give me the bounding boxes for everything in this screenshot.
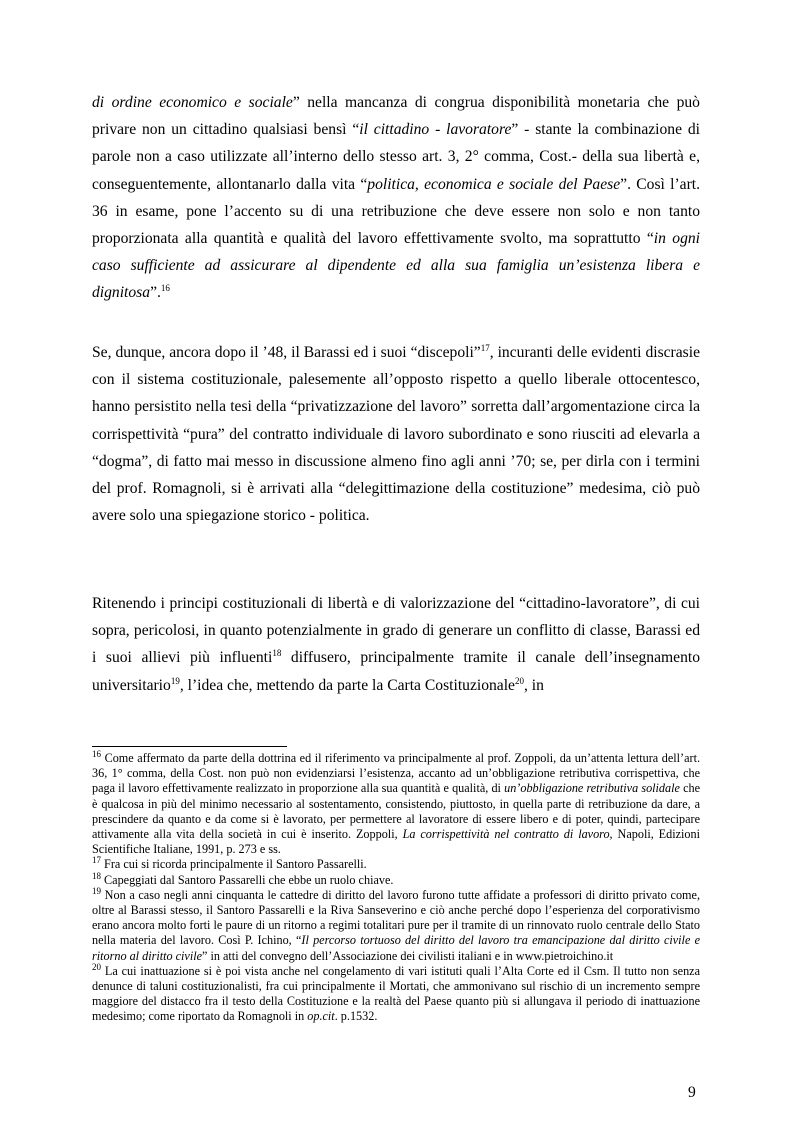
footnote-20 xyxy=(92,961,700,1025)
footnote-ref-18: 18 xyxy=(272,648,282,659)
italic-run: La corrispettività nel contratto di lavoro, xyxy=(402,827,613,842)
footnote-number: 16 xyxy=(92,748,101,759)
footnote-16 xyxy=(92,748,700,857)
text-run: , l’idea che, mettendo da parte la Carta Costituzionale xyxy=(179,676,515,694)
footnotes xyxy=(92,748,700,1025)
text-run: La cui inattuazione si è poi vista anche nel congelamento di vari istituti quali l’Alta Corte ed il Csm. Il tutto non senza denunce di taluni costituzionalisti, fra cui principalmente il Mortati, che ammonivano sul rischio di un incremento sempre maggiore del distacco fra il testo della Costituzione e la realtà del Paese quanto più si allungava il periodo di inattuazione medesimo; come riportato da Romagnoli in xyxy=(92,963,700,1024)
footnote-17 xyxy=(92,857,700,872)
italic-quote: di ordine economico e sociale xyxy=(92,94,293,111)
text-run: , in xyxy=(523,676,544,694)
text-run: Come affermato da parte della dottrina ed il riferimento va principalmente al prof. Zoppoli, da un’attenta lettura dell’art. 36, 1° comma, della Cost. non può non evidenziarsi l’esistenza, accanto ad un’obbligazione retributiva corrispettiva, che paga il lavoro effettivamente realizzato in proporzione alla sua quantità e qualità, di xyxy=(92,751,700,796)
italic-quote: il cittadino - lavoratore xyxy=(359,121,512,139)
text-run: . p.1532. xyxy=(334,1009,378,1024)
footnote-19 xyxy=(92,885,700,964)
footnote-ref-17: 17 xyxy=(480,342,490,353)
text-run: ”. xyxy=(150,284,161,302)
footnote-number: 18 xyxy=(92,870,101,881)
footnote-number: 19 xyxy=(92,885,101,896)
italic-run: un’obbligazione retributiva solidale xyxy=(504,781,680,796)
body-paragraph-1 xyxy=(92,89,700,307)
italic-quote: politica, economica e sociale del Paese xyxy=(367,175,621,193)
body-paragraph-3 xyxy=(92,590,700,699)
text-run: ” nella mancanza di congrua disponibilità monetaria che può privare non un cittadino qualsiasi bensì “ xyxy=(92,94,700,139)
footnote-18 xyxy=(92,870,700,888)
text-run: Non a caso negli anni cinquanta le cattedre di diritto del lavoro furono tutte affidate a professori di diritto privato come, oltre al Barassi stesso, il Santoro Passarelli e la Riva Sanseverino e ciò anche perché dopo l’esperienza del corporativismo erano ancora molto forti le paure di un ritorno a regimi totalitari pure per il tramite di un rinnovato ruolo centrale dello Stato nella materia del lavoro. Così P. Ichino, “ xyxy=(92,887,700,948)
footnote-number: 17 xyxy=(92,855,101,866)
page-number: 9 xyxy=(688,1084,696,1101)
body-paragraph-2 xyxy=(92,339,700,529)
text-run: Se, dunque, ancora dopo il ’48, il Barassi ed i suoi “discepoli” xyxy=(92,344,481,361)
footnote-number: 20 xyxy=(92,961,101,972)
text-run: Fra cui si ricorda principalmente il Santoro Passarelli. xyxy=(101,857,367,872)
footnote-ref-20: 20 xyxy=(514,675,524,686)
text-run: Ritenendo i principi costituzionali di libertà e di valorizzazione del “cittadino-lavoratore”, di cui sopra, pericolosi, in quanto potenzialmente in grado di generare un conflitto di classe, Barassi ed i suoi allievi più influenti xyxy=(92,595,700,667)
footnote-ref-16: 16 xyxy=(160,283,170,294)
text-run: diffusero, principalmente tramite il canale dell’insegnamento universitario xyxy=(92,649,700,694)
footnote-separator xyxy=(92,746,287,747)
italic-run: op.cit xyxy=(307,1009,335,1024)
italic-quote: in ogni caso sufficiente ad assicurare al dipendente ed alla sua famiglia un’esistenza libera e dignitosa xyxy=(92,230,700,302)
text-run: , incuranti delle evidenti discrasie con il sistema costituzionale, palesemente all’opposto rispetto a quello liberale ottocentesco, hanno persistito nella tesi della “privatizzazione del lavoro” sorretta dall’argomentazione circa la corrispettività “pura” del contratto individuale di lavoro subordinato e sono riusciti ad elevarla a “dogma”, di fatto mai messo in discussione almeno fino agli anni ’70; se, per dirla con i termini del prof. Romagnoli, si è arrivati alla “delegittimazione della costituzione” medesima, ciò può avere solo una spiegazione storico - politica. xyxy=(92,344,700,525)
footnote-ref-19: 19 xyxy=(170,675,180,686)
italic-run: Il percorso tortuoso del diritto del lavoro tra emancipazione dal diritto civile e ritorno al diritto civile xyxy=(92,933,700,963)
text-run: che è qualcosa in più del minimo necessario al sostentamento, consistendo, piuttosto, in quella parte di retribuzione da dare, a prescindere da quanto e da come si è lavorato, per permettere al lavoratore di essere libero e di poter, quindi, partecipare attivamente alla vita della società in cui è inserito. Zoppoli, xyxy=(92,781,700,842)
text-run: ”. Così l’art. 36 in esame, pone l’accento su di una retribuzione che deve essere non solo e non tanto proporzionata alla quantità e qualità del lavoro effettivamente svolto, ma soprattutto “ xyxy=(92,175,701,248)
text-run: Capeggiati dal Santoro Passarelli che ebbe un ruolo chiave. xyxy=(101,872,394,887)
text-run: ” in atti del convegno dell’Associazione dei civilisti italiani e in www.pietroichino.it xyxy=(202,948,614,963)
text-run: Napoli, Edizioni Scientifiche Italiane, 1991, p. 273 e ss. xyxy=(92,827,700,857)
text-run: ” - stante la combinazione di parole non a caso utilizzate all’interno dello stesso art. 3, 2° comma, Cost.- della sua libertà e, conseguentemente, allontanarlo dalla vita “ xyxy=(92,121,701,193)
